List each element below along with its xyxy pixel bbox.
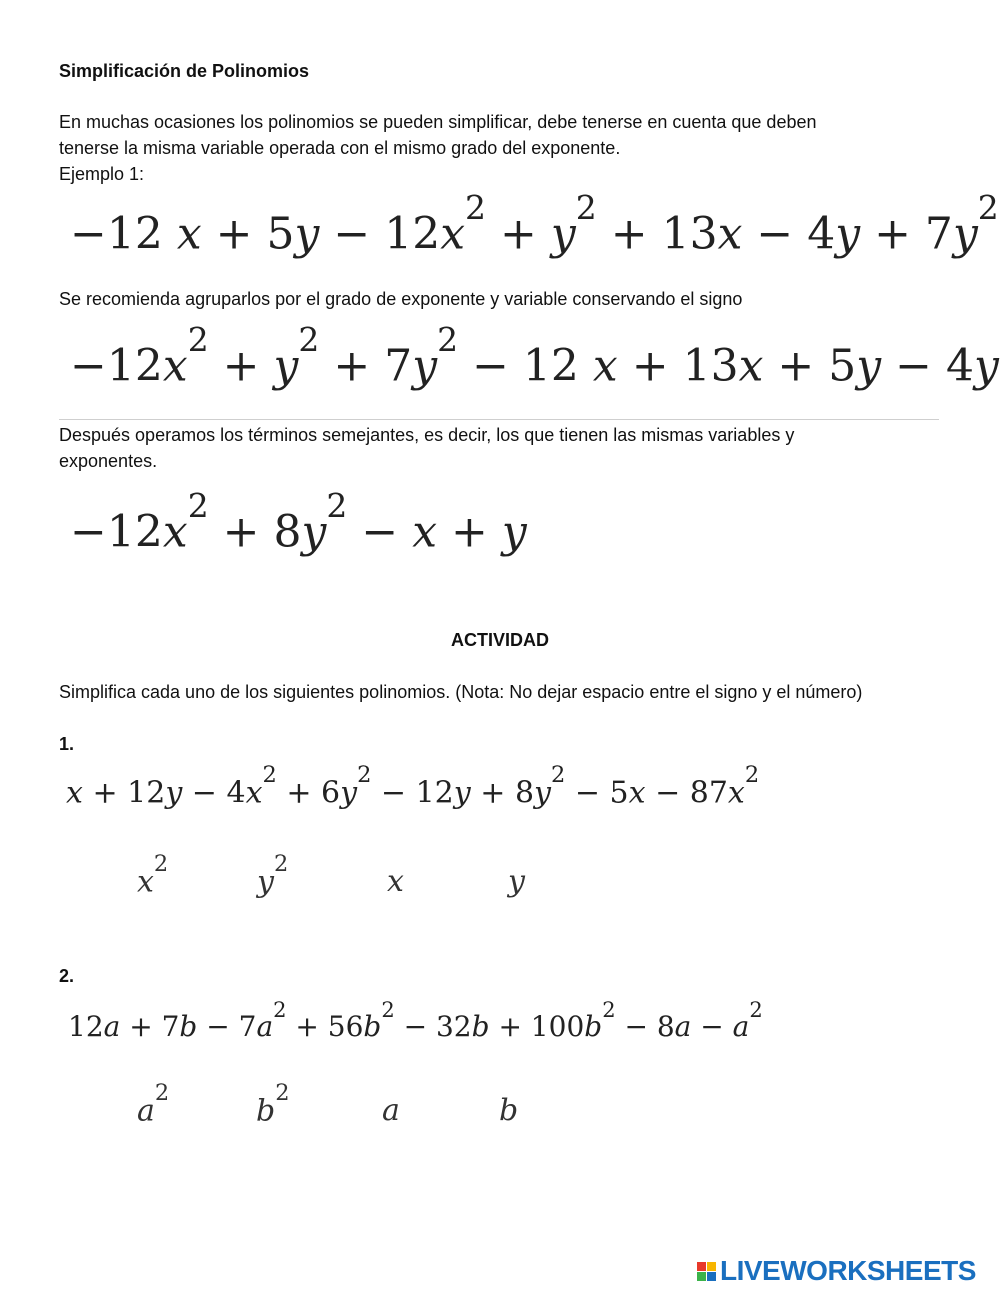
exercise-2-answer-a[interactable]: a: [382, 1093, 400, 1128]
step-3-line-1: Después operamos los términos semejantes, es decir, los que tienen las mismas variables y: [59, 425, 795, 445]
liveworksheets-logo: [697, 1256, 976, 1286]
page-title: Simplificación de Polinomios: [59, 61, 310, 81]
exercise-1-answer-x2[interactable]: $x^2$: [137, 851, 169, 900]
activity-instruction: Simplifica cada uno de los siguientes polinomios. (Nota: No dejar espacio entre el signo y el número): [59, 682, 863, 702]
exercise-2-number: 2.: [59, 966, 75, 986]
logo-square-4: [707, 1272, 716, 1281]
step-3-line-2: exponentes.: [59, 451, 158, 471]
activity-heading: ACTIVIDAD: [451, 630, 549, 650]
step-2-text: Se recomienda agruparlos por el grado de exponente y variable conservando el signo: [59, 289, 743, 309]
equation-simplified: $-12x^2 + 8y^2 - x + y$: [70, 486, 527, 558]
logo-square-3: [697, 1272, 706, 1281]
logo-square-2: [707, 1262, 716, 1271]
exercise-2-answer-a2[interactable]: $a^2$: [137, 1080, 170, 1129]
divider: [59, 419, 939, 420]
exercise-1-answer-y[interactable]: y: [508, 864, 525, 899]
logo-mark-icon: [697, 1262, 716, 1281]
exercise-2-answer-b[interactable]: b: [499, 1093, 519, 1128]
logo-square-1: [697, 1262, 706, 1271]
exercise-1-number: 1.: [59, 734, 75, 754]
equation-grouped: $-12x^2 + y^2 + 7y^2 - 12$ x + 13x + 5y − 4y: [70, 320, 999, 392]
exercise-2-polynomial: $12a + 7b - 7a^2 + 56b^2 - 32b + 100b^2 - 8a - a^2$: [68, 998, 763, 1043]
exercise-1-answer-y2[interactable]: $y^2$: [257, 851, 289, 900]
logo-text: LIVEWORKSHEETS: [720, 1255, 976, 1286]
example-label: Ejemplo 1:: [59, 164, 145, 184]
intro-line-2: tenerse la misma variable operada con el mismo grado del exponente.: [59, 138, 621, 158]
exercise-2-answer-b2[interactable]: $b^2$: [256, 1080, 290, 1129]
equation-example-1: −12 $x + 5y - 12x^2 + y^2 + 13x - 4y + 7y^2$: [70, 188, 999, 260]
exercise-1-polynomial: $x + 12y - 4x^2 + 6y^2 - 12y + 8y^2 - 5x - 87x^2$: [66, 762, 760, 811]
exercise-1-answer-x[interactable]: x: [387, 864, 404, 899]
intro-line-1: En muchas ocasiones los polinomios se pueden simplificar, debe tenerse en cuenta que deben: [59, 112, 817, 132]
